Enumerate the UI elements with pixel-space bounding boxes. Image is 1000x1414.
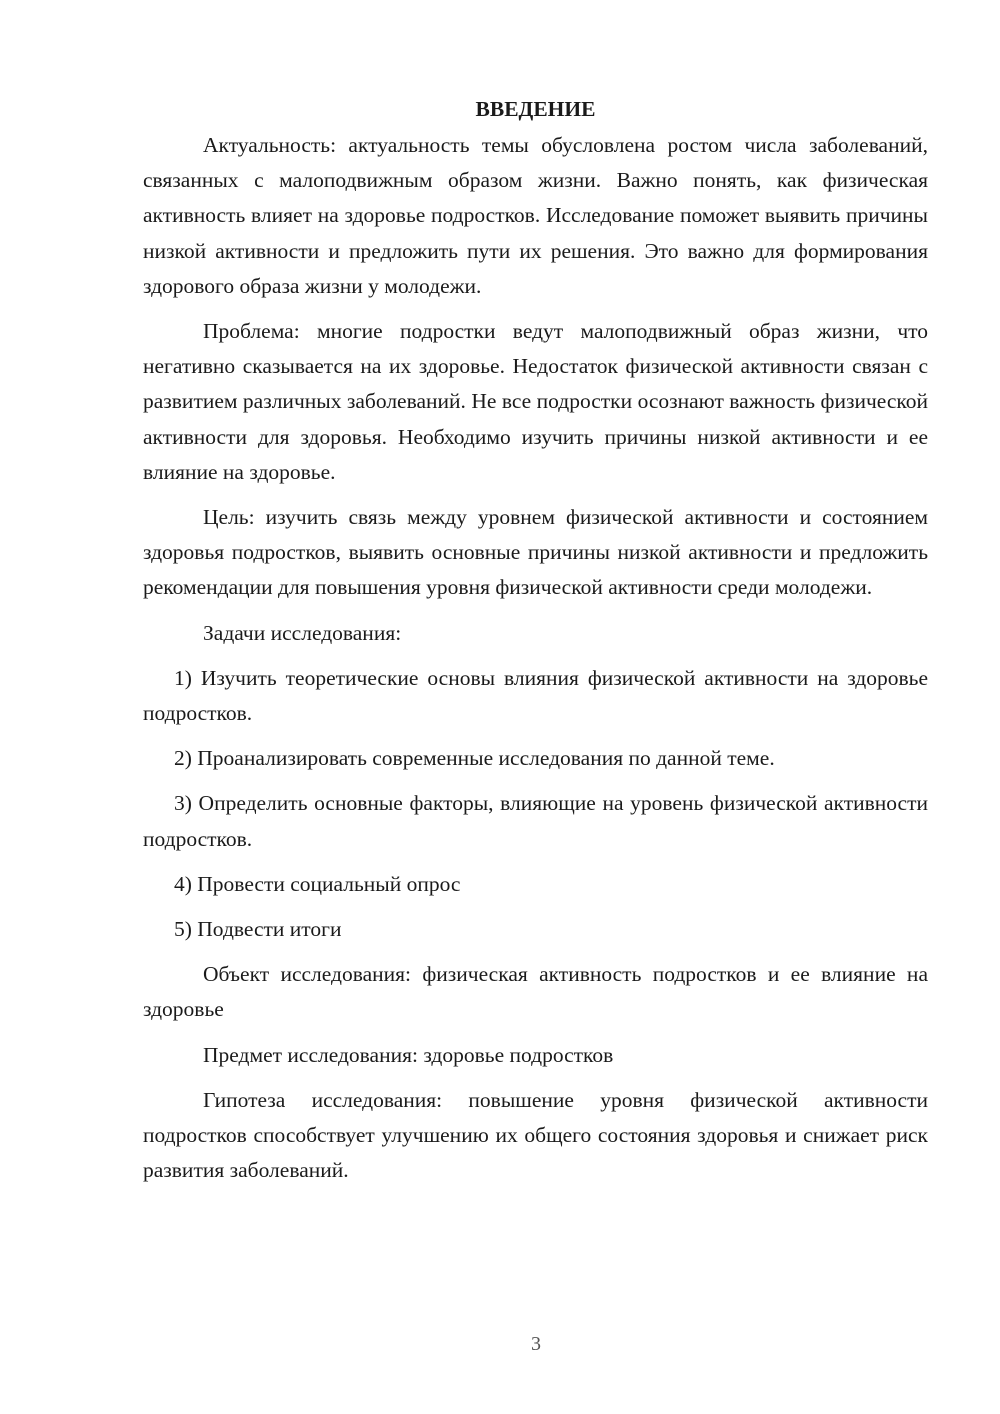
- paragraph-goal: Цель: изучить связь между уровнем физической активности и состоянием здоровья подростков, выявить основные причины низкой активности и предложить рекомендации для повышения уровня физической активности среди молодежи.: [143, 505, 928, 600]
- page-number: 3: [531, 1333, 541, 1355]
- task-item-5: 5) Подвести итоги: [174, 917, 342, 942]
- paragraph-hypothesis: Гипотеза исследования: повышение уровня физической активности подростков способствует улучшению их общего состояния здоровья и снижает риск развития заболеваний.: [143, 1087, 928, 1183]
- paragraph-subject: Предмет исследования: здоровье подростков: [203, 1042, 614, 1067]
- tasks-title: Задачи исследования:: [203, 620, 402, 645]
- task-item-3: 3) Определить основные факторы, влияющие на уровень физической активности подростков.: [143, 791, 928, 851]
- task-item-1: 1) Изучить теоретические основы влияния физической активности на здоровье подростков.: [143, 665, 928, 726]
- paragraph-object: Объект исследования: физическая активность подростков и ее влияние на здоровье: [143, 962, 928, 1022]
- paragraph-problem: Проблема: многие подростки ведут малоподвижный образ жизни, что негативно сказывается на их здоровье. Недостаток физической активности связан с развитием различных заболеваний. Не все подростки осознают важность физической активности для здоровья. Необходимо изучить причины низкой активности и ее влияние на здоровье.: [143, 319, 928, 484]
- section-heading: ВВЕДЕНИЕ: [475, 97, 596, 121]
- task-item-2: 2) Проанализировать современные исследования по данной теме.: [174, 746, 775, 771]
- document-page: [143, 92, 928, 1198]
- task-item-4: 4) Провести социальный опрос: [174, 871, 461, 896]
- paragraph-relevance: Актуальность: актуальность темы обусловлена ростом числа заболеваний, связанных с малоподвижным образом жизни. Важно понять, как физическая активность влияет на здоровье подростков. Исследование поможет выявить причины низкой активности и предложить пути их решения. Это важно для формирования здорового образа жизни у молодежи.: [143, 133, 928, 298]
